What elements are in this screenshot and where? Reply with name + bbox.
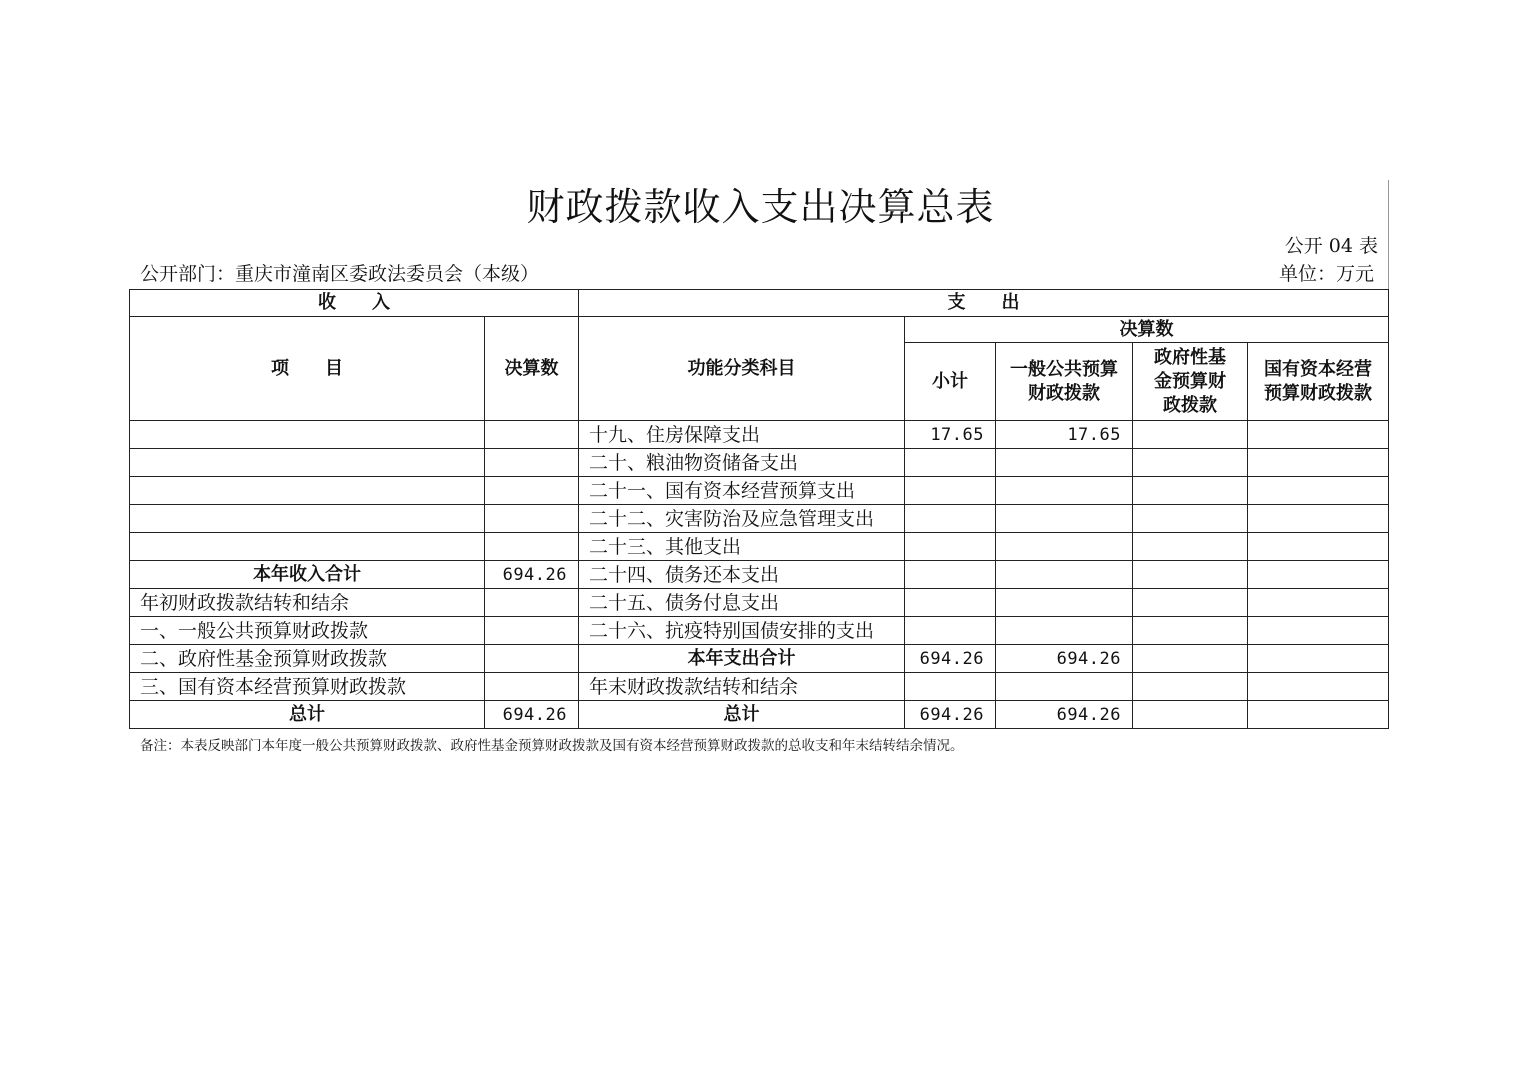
state-capital-cell: [1248, 505, 1389, 533]
income-item-cell: [129, 421, 485, 449]
state-capital-cell: [1248, 701, 1389, 729]
state-capital-cell: [1248, 673, 1389, 701]
gov-fund-cell: [1133, 617, 1248, 645]
income-item-cell: [129, 505, 485, 533]
general-budget-cell: 17.65: [996, 421, 1133, 449]
expense-item-cell: 二十六、抗疫特别国债安排的支出: [579, 617, 905, 645]
general-budget-cell: [996, 533, 1133, 561]
income-item-cell: 三、国有资本经营预算财政拨款: [129, 673, 485, 701]
income-item-cell: 年初财政拨款结转和结余: [129, 589, 485, 617]
department-label: 公开部门：重庆市潼南区委政法委员会（本级）: [140, 263, 540, 285]
income-value-cell: [485, 645, 579, 673]
general-budget-cell: [996, 589, 1133, 617]
header-expense: 支 出: [579, 289, 1389, 317]
subtotal-cell: [905, 589, 996, 617]
general-budget-cell: [996, 617, 1133, 645]
subtotal-cell: [905, 449, 996, 477]
gov-fund-cell: [1133, 477, 1248, 505]
gov-fund-cell: [1133, 533, 1248, 561]
expense-item-cell: 总计: [579, 701, 905, 729]
general-budget-cell: [996, 477, 1133, 505]
expense-item-cell: 十九、住房保障支出: [579, 421, 905, 449]
state-capital-cell: [1248, 421, 1389, 449]
income-item-cell: [129, 533, 485, 561]
state-capital-cell: [1248, 449, 1389, 477]
subtotal-cell: [905, 533, 996, 561]
expense-item-cell: 二十五、债务付息支出: [579, 589, 905, 617]
expense-item-cell: 二十三、其他支出: [579, 533, 905, 561]
form-code: 公开 04 表: [1284, 235, 1378, 257]
income-value-cell: [485, 533, 579, 561]
subtotal-cell: [905, 505, 996, 533]
gov-fund-cell: [1133, 505, 1248, 533]
gov-fund-cell: [1133, 645, 1248, 673]
income-item-cell: 本年收入合计: [129, 561, 485, 589]
income-value-cell: [485, 505, 579, 533]
header-subtotal: 小计: [905, 343, 996, 421]
header-income: 收 入: [129, 289, 579, 317]
subtotal-cell: [905, 673, 996, 701]
subtotal-cell: 17.65: [905, 421, 996, 449]
subtotal-cell: 694.26: [905, 701, 996, 729]
state-capital-cell: [1248, 477, 1389, 505]
income-value-cell: [485, 673, 579, 701]
gov-fund-cell: [1133, 673, 1248, 701]
expense-item-cell: 二十四、债务还本支出: [579, 561, 905, 589]
income-item-cell: [129, 449, 485, 477]
income-item-cell: 二、政府性基金预算财政拨款: [129, 645, 485, 673]
subtotal-cell: [905, 617, 996, 645]
general-budget-cell: [996, 673, 1133, 701]
header-function-category: 功能分类科目: [579, 317, 905, 421]
income-item-cell: 一、一般公共预算财政拨款: [129, 617, 485, 645]
page-title: 财政拨款收入支出决算总表: [526, 185, 995, 229]
income-value-cell: [485, 477, 579, 505]
state-capital-cell: [1248, 533, 1389, 561]
subtotal-cell: [905, 477, 996, 505]
gov-fund-cell: [1133, 701, 1248, 729]
income-value-cell: 694.26: [485, 701, 579, 729]
general-budget-cell: [996, 561, 1133, 589]
income-item-cell: [129, 477, 485, 505]
subtotal-cell: 694.26: [905, 645, 996, 673]
subtotal-cell: [905, 561, 996, 589]
expense-item-cell: 二十一、国有资本经营预算支出: [579, 477, 905, 505]
expense-item-cell: 本年支出合计: [579, 645, 905, 673]
income-value-cell: [485, 617, 579, 645]
income-item-cell: 总计: [129, 701, 485, 729]
state-capital-cell: [1248, 645, 1389, 673]
unit-label: 单位：万元: [1278, 263, 1374, 285]
expense-item-cell: 二十、粮油物资储备支出: [579, 449, 905, 477]
header-state-capital: 国有资本经营预算财政拨款: [1248, 343, 1389, 421]
header-final-amount: 决算数: [905, 317, 1389, 343]
general-budget-cell: 694.26: [996, 701, 1133, 729]
header-general-budget: 一般公共预算财政拨款: [996, 343, 1133, 421]
expense-item-cell: 二十二、灾害防治及应急管理支出: [579, 505, 905, 533]
header-item: 项 目: [129, 317, 485, 421]
gov-fund-cell: [1133, 589, 1248, 617]
general-budget-cell: [996, 449, 1133, 477]
income-value-cell: [485, 449, 579, 477]
header-gov-fund: 政府性基金预算财政拨款: [1133, 343, 1248, 421]
gov-fund-cell: [1133, 561, 1248, 589]
expense-item-cell: 年末财政拨款结转和结余: [579, 673, 905, 701]
header-income-amount: 决算数: [485, 317, 579, 421]
gov-fund-cell: [1133, 449, 1248, 477]
income-value-cell: 694.26: [485, 561, 579, 589]
general-budget-cell: 694.26: [996, 645, 1133, 673]
income-value-cell: [485, 589, 579, 617]
income-value-cell: [485, 421, 579, 449]
state-capital-cell: [1248, 589, 1389, 617]
gov-fund-cell: [1133, 421, 1248, 449]
state-capital-cell: [1248, 561, 1389, 589]
footnote: 备注：本表反映部门本年度一般公共预算财政拨款、政府性基金预算财政拨款及国有资本经营预算财政拨款的总收支和年末结转结余情况。: [140, 738, 964, 754]
general-budget-cell: [996, 505, 1133, 533]
state-capital-cell: [1248, 617, 1389, 645]
